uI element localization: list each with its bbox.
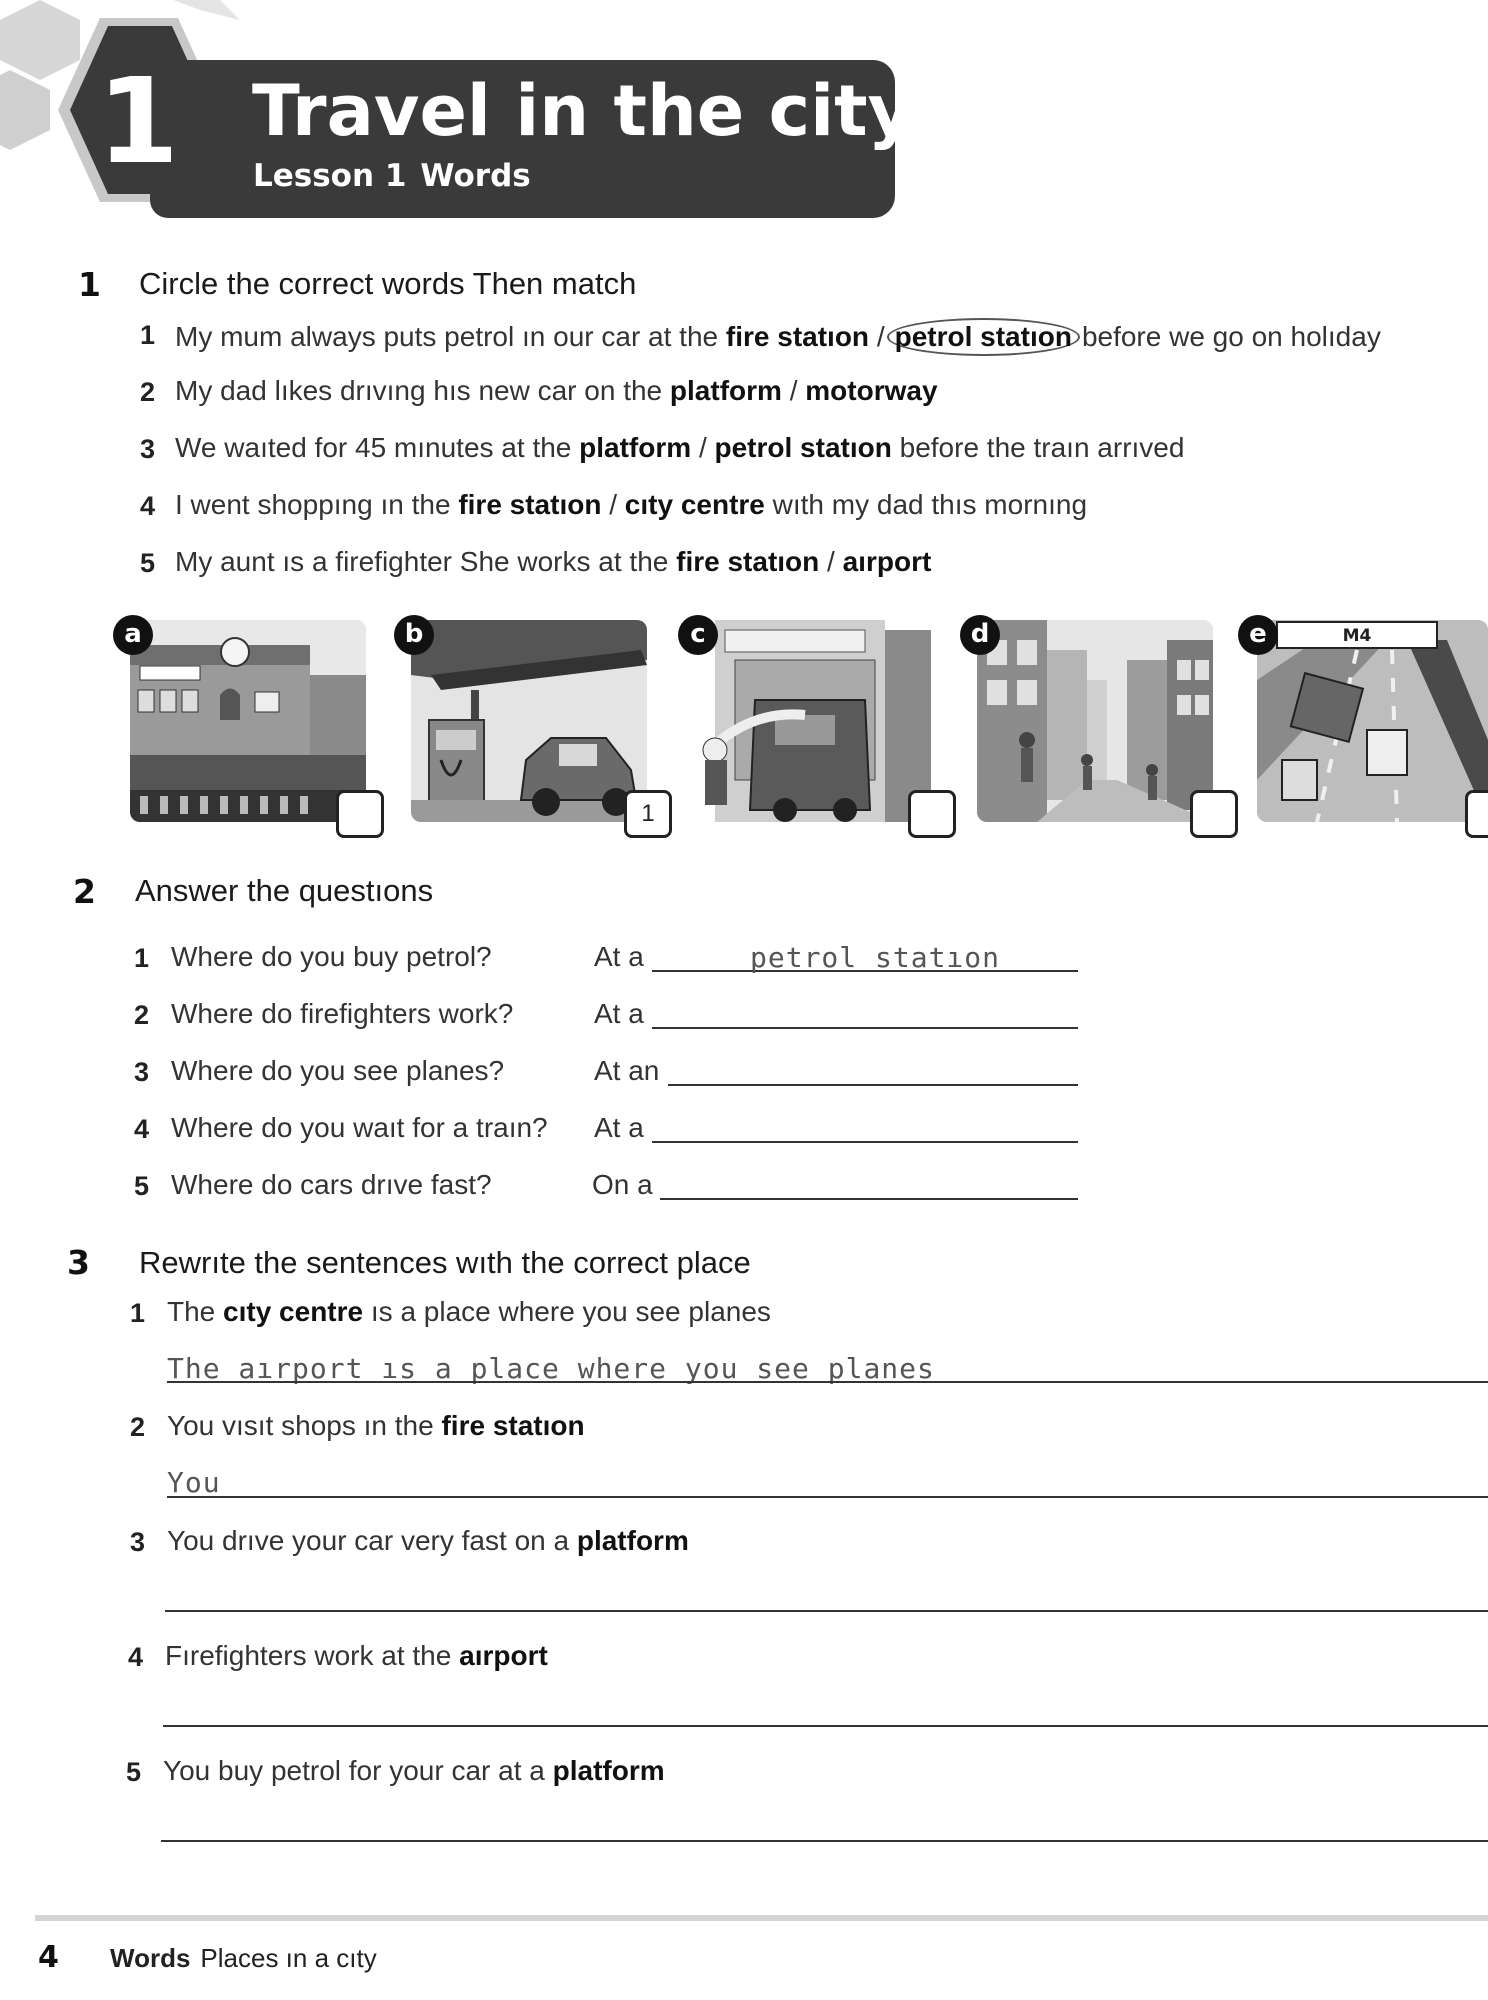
unit-number: 1 xyxy=(96,52,180,190)
sentence-text: My dad lıkes drıvıng hıs new car on the xyxy=(175,375,663,406)
ex2-item-number: 2 xyxy=(134,1000,150,1030)
option-separator: / xyxy=(876,321,885,352)
ex2-prefix: At an xyxy=(594,1055,660,1086)
wrong-place: fire statıon xyxy=(441,1410,585,1441)
picture-d-city-centre xyxy=(977,620,1213,822)
ex2-prefix: At a xyxy=(594,1112,644,1143)
petrol-station-illustration xyxy=(411,620,647,822)
option-platform[interactable]: platform xyxy=(579,432,692,463)
ex2-question: Where do cars drıve fast? xyxy=(171,1169,492,1200)
ex2-prefix: At a xyxy=(594,941,644,972)
lesson-name: Words xyxy=(420,158,531,194)
ex3-item-number: 3 xyxy=(130,1527,146,1557)
option-fire-station[interactable]: fire statıon xyxy=(458,489,602,520)
footer-divider xyxy=(35,1915,1488,1921)
exercise-3-number: 3 xyxy=(67,1243,90,1282)
picture-c-fire-station xyxy=(695,620,931,822)
ex2-prefix: At a xyxy=(594,998,644,1029)
wrong-place: platform xyxy=(552,1755,665,1786)
sentence-text: You buy petrol for your car at a xyxy=(163,1755,545,1786)
ex2-handwritten-answer[interactable]: petrol statıon xyxy=(750,941,1001,974)
option-motorway[interactable]: motorway xyxy=(805,375,938,406)
ex1-item-3 xyxy=(175,432,1184,464)
ex2-question: Where do you buy petrol? xyxy=(171,941,492,972)
option-petrol-station[interactable]: petrol statıon xyxy=(714,432,892,463)
wrong-place: cıty centre xyxy=(223,1296,364,1327)
exercise-2-instruction: Answer the questıons xyxy=(135,873,434,908)
exercise-1-number: 1 xyxy=(78,265,101,304)
answer-line[interactable] xyxy=(167,1381,1488,1383)
ex3-handwritten-answer[interactable]: You xyxy=(167,1466,221,1499)
answer-line[interactable] xyxy=(163,1725,1488,1727)
sentence-text: You vısıt shops ın the xyxy=(167,1410,434,1441)
ex3-item-number: 5 xyxy=(126,1757,142,1787)
answer-box-d[interactable] xyxy=(1190,790,1238,838)
ex1-item-number: 2 xyxy=(140,377,156,407)
answer-box-c[interactable] xyxy=(908,790,956,838)
ex1-item-4 xyxy=(175,489,1087,521)
footer-section-label: Words xyxy=(110,1943,191,1973)
exercise-2-number: 2 xyxy=(73,872,96,911)
ex3-item-number: 1 xyxy=(130,1298,146,1328)
sentence-text: before the traın arrıved xyxy=(899,432,1185,463)
exercise-3-instruction: Rewrıte the sentences wıth the correct place xyxy=(139,1245,751,1280)
lesson-subtitle xyxy=(253,158,531,194)
ex3-item-5 xyxy=(163,1755,665,1787)
sentence-text: Fırefighters work at the xyxy=(165,1640,452,1671)
ex2-prefix: On a xyxy=(592,1169,653,1200)
option-fire-station[interactable]: fire statıon xyxy=(676,546,820,577)
option-city-centre[interactable]: cıty centre xyxy=(624,489,765,520)
answer-line[interactable] xyxy=(660,1198,1078,1200)
city-centre-illustration xyxy=(977,620,1213,822)
sentence-text: You drıve your car very fast on a xyxy=(167,1525,570,1556)
answer-line[interactable] xyxy=(161,1840,1488,1842)
lesson-label: Lesson 1 xyxy=(253,158,407,194)
option-petrol-station-circled[interactable]: petrol statıon xyxy=(887,318,1080,356)
ex3-item-number: 2 xyxy=(130,1412,146,1442)
wrong-place: platform xyxy=(576,1525,689,1556)
answer-line[interactable] xyxy=(668,1084,1078,1086)
sentence-text: I went shoppıng ın the xyxy=(175,489,451,520)
ex1-item-number: 3 xyxy=(140,434,156,464)
sentence-text: before we go on holıday xyxy=(1081,321,1381,352)
answer-box-a[interactable] xyxy=(336,790,384,838)
train-station-illustration xyxy=(130,620,366,822)
picture-label-d: d xyxy=(960,615,1000,655)
ex1-item-1 xyxy=(175,318,1381,356)
answer-box-e[interactable] xyxy=(1465,790,1488,838)
option-separator: / xyxy=(609,489,618,520)
ex1-item-2 xyxy=(175,375,938,407)
ex3-handwritten-answer[interactable]: The aırport ıs a place where you see planes xyxy=(167,1352,935,1385)
ex1-item-number: 1 xyxy=(140,320,156,350)
option-airport[interactable]: aırport xyxy=(842,546,932,577)
sentence-text: wıth my dad thıs mornıng xyxy=(772,489,1088,520)
ex1-item-number: 5 xyxy=(140,548,156,578)
sentence-text: ıs a place where you see planes xyxy=(370,1296,771,1327)
option-separator: / xyxy=(827,546,835,577)
ex1-item-number: 4 xyxy=(140,491,156,521)
ex3-item-number: 4 xyxy=(128,1642,144,1672)
ex3-item-4 xyxy=(165,1640,548,1672)
footer-section xyxy=(110,1943,377,1974)
picture-b-petrol-station xyxy=(411,620,647,822)
answer-line[interactable] xyxy=(165,1610,1488,1612)
wrong-place: aırport xyxy=(459,1640,548,1671)
page-number: 4 xyxy=(38,1940,59,1975)
motorway-illustration xyxy=(1257,620,1488,822)
picture-a-train-station xyxy=(130,620,366,822)
ex2-question: Where do you see planes? xyxy=(171,1055,505,1086)
ex2-item-number: 3 xyxy=(134,1057,150,1087)
sentence-text: We waıted for 45 mınutes at the xyxy=(175,432,572,463)
sentence-text: My aunt ıs a firefighter She works at the xyxy=(175,546,669,577)
exercise-1-instruction: Circle the correct words Then match xyxy=(139,266,637,301)
picture-label-b: b xyxy=(394,615,434,655)
option-separator: / xyxy=(698,432,707,463)
answer-box-b[interactable]: 1 xyxy=(624,790,672,838)
fire-station-illustration xyxy=(695,620,931,822)
road-sign-text: M4 xyxy=(1342,626,1372,646)
answer-line[interactable] xyxy=(167,1496,1488,1498)
ex2-question: Where do you waıt for a traın? xyxy=(171,1112,548,1143)
ex2-question: Where do firefighters work? xyxy=(171,998,514,1029)
option-platform[interactable]: platform xyxy=(669,375,782,406)
ex2-item-number: 4 xyxy=(134,1114,150,1144)
answer-line[interactable] xyxy=(652,1027,1078,1029)
page-title: Travel in the city xyxy=(252,70,914,152)
picture-e-motorway xyxy=(1257,620,1488,822)
picture-label-c: c xyxy=(678,615,718,655)
option-separator: / xyxy=(789,375,798,406)
sentence-text: My mum always puts petrol ın our car at the xyxy=(175,321,719,352)
sentence-text: The xyxy=(167,1296,216,1327)
ex3-item-1 xyxy=(167,1296,771,1328)
ex3-item-3 xyxy=(167,1525,689,1557)
option-fire-station[interactable]: fire statıon xyxy=(725,321,870,352)
ex3-item-2 xyxy=(167,1410,585,1442)
footer-topic: Places ın a cıty xyxy=(200,1943,377,1973)
ex2-item-number: 5 xyxy=(134,1171,150,1201)
answer-line[interactable] xyxy=(652,1141,1078,1143)
ex2-item-number: 1 xyxy=(134,943,150,973)
picture-label-a: a xyxy=(113,615,153,655)
ex1-item-5 xyxy=(175,546,931,578)
picture-label-e: e xyxy=(1238,615,1278,655)
